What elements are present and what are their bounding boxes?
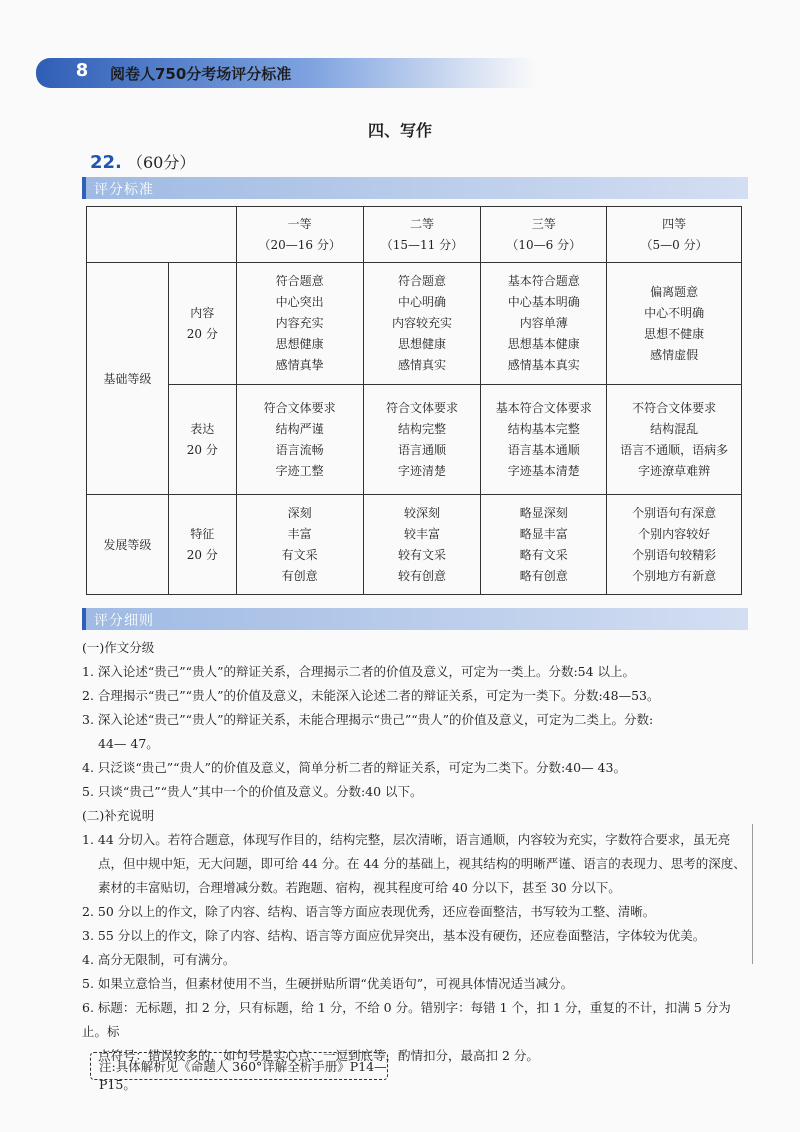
detail-line: 1. 深入论述“贵己”“贵人”的辩证关系，合理揭示二者的价值及意义，可定为一类上。分数:54 以上。 — [82, 664, 636, 679]
scoring-table — [86, 206, 742, 595]
table-cell: 略显深刻 略显丰富 略有文采 略有创意 — [481, 495, 607, 595]
detail-line: 点符号：错误较多的，如句号是实心点、一逗到底等，酌情扣分，最高扣 2 分。 — [98, 1048, 539, 1063]
table-cell: 基本符合文体要求 结构基本完整 语言基本通顺 字迹基本清楚 — [481, 385, 607, 495]
criteria-band-label: 评分标准 — [94, 182, 154, 198]
table-header-cell: 一等 （20—16 分） — [236, 207, 363, 263]
page-edge-line — [752, 824, 753, 964]
note-box — [90, 1052, 388, 1092]
note-text: 注:具体解析见《命题人 360°详解全析手册》P14—P15。 — [99, 1059, 387, 1092]
detail-line: 2. 合理揭示“贵己”“贵人”的价值及意义，未能深入论述二者的辩证关系，可定为一类下。分数:48—53。 — [82, 688, 660, 703]
group-label-development: 发展等级 — [87, 495, 169, 595]
detail-line: 1. 44 分切入。若符合题意，体现写作目的，结构完整，层次清晰，语言通顺，内容较为充实，字数符合要求，虽无亮 — [82, 832, 731, 847]
table-header-cell: 四等 （5—0 分） — [607, 207, 742, 263]
table-cell: 较深刻 较丰富 较有文采 较有创意 — [363, 495, 481, 595]
table-header-cell: 二等 （15—11 分） — [363, 207, 481, 263]
part1-title: (一)作文分级 — [82, 640, 155, 655]
detail-line: 3. 深入论述“贵己”“贵人”的辩证关系，未能合理揭示“贵己”“贵人”的价值及意义，可定为二类上。分数: — [82, 712, 654, 727]
table-header-row — [87, 207, 742, 263]
detail-line: 6. 标题：无标题，扣 2 分，只有标题，给 1 分，不给 0 分。错别字：每错 1 个，扣 1 分，重复的不计，扣满 5 分为止。标 — [82, 1000, 731, 1039]
detail-line: 2. 50 分以上的作文，除了内容、结构、语言等方面应表现优秀，还应卷面整洁，书写较为工整、清晰。 — [82, 904, 656, 919]
detail-line: 4. 高分无限制，可有满分。 — [82, 952, 236, 967]
table-row — [87, 495, 742, 595]
table-corner-cell — [87, 207, 237, 263]
table-row — [87, 263, 742, 385]
detail-line: 点，但中规中矩，无大问题，即可给 44 分。在 44 分的基础上，视其结构的明晰严谨、语言的表现力、思考的深度、 — [98, 856, 746, 871]
detail-line: 5. 只谈“贵己”“贵人”其中一个的价值及意义。分数:40 以下。 — [82, 784, 423, 799]
question-points: （60分） — [126, 153, 196, 172]
table-cell: 基本符合题意 中心基本明确 内容单薄 思想基本健康 感情基本真实 — [481, 263, 607, 385]
row-label: 特征 20 分 — [168, 495, 236, 595]
detail-line: 4. 只泛谈“贵己”“贵人”的价值及意义，简单分析二者的辩证关系，可定为二类下。分数:40— 43。 — [82, 760, 626, 775]
group-label-basic: 基础等级 — [87, 263, 169, 495]
header-title: 阅卷人750分考场评分标准 — [110, 65, 292, 83]
detail-line: 5. 如果立意恰当，但素材使用不当，生硬拼贴所谓“优美语句”，可视具体情况适当减分。 — [82, 976, 574, 991]
table-cell: 不符合文体要求 结构混乱 语言不通顺，语病多 字迹潦草难辨 — [607, 385, 742, 495]
table-cell: 符合文体要求 结构完整 语言通顺 字迹清楚 — [363, 385, 481, 495]
table-cell: 偏离题意 中心不明确 思想不健康 感情虚假 — [607, 263, 742, 385]
detail-line: 44— 47。 — [98, 736, 159, 751]
question-line — [90, 150, 195, 173]
table-cell: 符合题意 中心突出 内容充实 思想健康 感情真挚 — [236, 263, 363, 385]
table-cell: 深刻 丰富 有文采 有创意 — [236, 495, 363, 595]
section-title: 四、写作 — [367, 121, 432, 140]
part2-title: (二)补充说明 — [82, 808, 155, 823]
question-number: 22. — [90, 152, 122, 173]
detail-line: 素材的丰富贴切，合理增减分数。若跑题、宿构，视其程度可给 40 分以下，甚至 30 分以下。 — [98, 880, 621, 895]
page-number: 8 — [75, 60, 89, 81]
table-row — [87, 385, 742, 495]
scoring-details — [82, 636, 752, 1068]
table-cell: 个别语句有深意 个别内容较好 个别语句较精彩 个别地方有新意 — [607, 495, 742, 595]
table-cell: 符合文体要求 结构严谨 语言流畅 字迹工整 — [236, 385, 363, 495]
detail-band — [82, 608, 748, 630]
row-label: 内容 20 分 — [168, 263, 236, 385]
table-cell: 符合题意 中心明确 内容较充实 思想健康 感情真实 — [363, 263, 481, 385]
row-label: 表达 20 分 — [168, 385, 236, 495]
detail-band-label: 评分细则 — [94, 613, 154, 629]
table-header-cell: 三等 （10—6 分） — [481, 207, 607, 263]
criteria-band — [82, 177, 748, 199]
detail-line: 3. 55 分以上的作文，除了内容、结构、语言等方面应优异突出，基本没有硬伤，还应卷面整洁，字体较为优美。 — [82, 928, 706, 943]
